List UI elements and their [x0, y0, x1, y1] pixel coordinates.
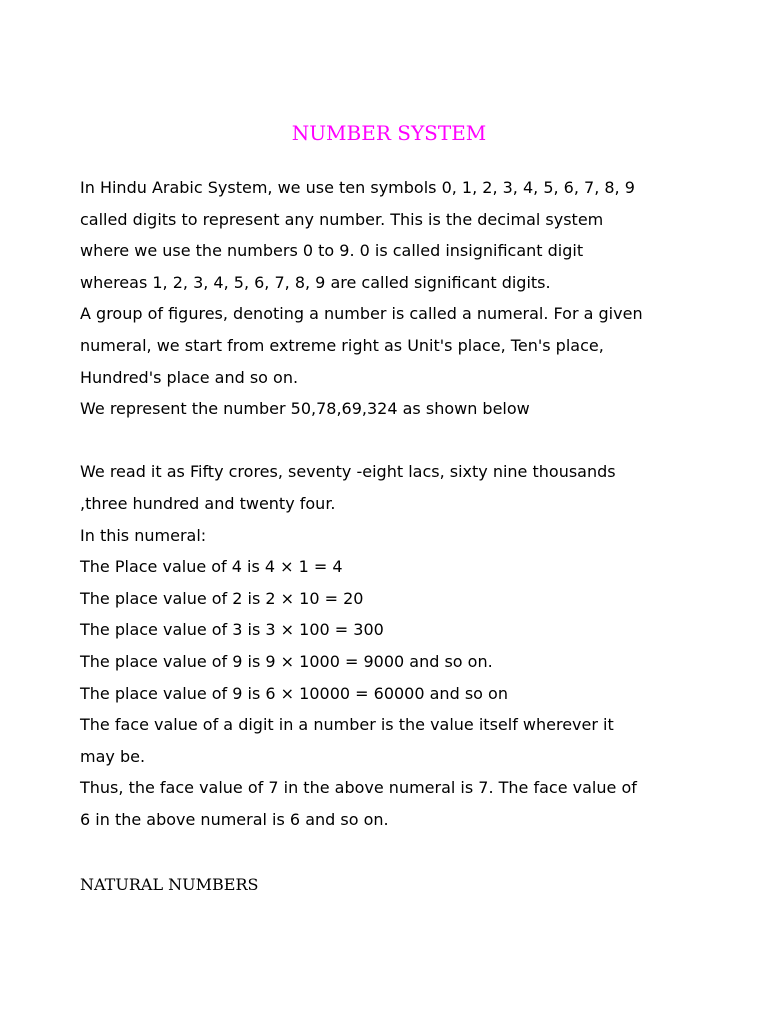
face-value-line: Thus, the face value of 7 in the above numeral is 7. The face value of: [80, 778, 637, 798]
paragraph-line: where we use the numbers 0 to 9. 0 is called insignificant digit: [80, 241, 584, 261]
face-value-line: may be.: [80, 746, 146, 766]
face-value-line: The face value of a digit in a number is the value itself wherever it: [80, 715, 614, 735]
paragraph-line: numeral, we start from extreme right as Unit's place, Ten's place,: [80, 335, 604, 355]
reading-line: In this numeral:: [80, 525, 207, 545]
paragraph-line: whereas 1, 2, 3, 4, 5, 6, 7, 8, 9 are called significant digits.: [80, 272, 551, 292]
blank-line: [80, 425, 740, 457]
face-value-line: 6 in the above numeral is 6 and so on.: [80, 809, 389, 829]
paragraph-line: We represent the number 50,78,69,324 as shown below: [80, 399, 530, 419]
place-value-line: The place value of 9 is 6 × 10000 = 60000 and so on: [80, 683, 508, 703]
reading-line: We read it as Fifty crores, seventy -eight lacs, sixty nine thousands: [80, 462, 616, 482]
paragraph-line: called digits to represent any number. This is the decimal system: [80, 209, 604, 229]
page-title: NUMBER SYSTEM: [291, 121, 487, 145]
paragraph-line: In Hindu Arabic System, we use ten symbols 0, 1, 2, 3, 4, 5, 6, 7, 8, 9: [80, 178, 635, 197]
reading-line: ,three hundred and twenty four.: [80, 493, 336, 513]
place-value-line: The place value of 2 is 2 × 10 = 20: [80, 588, 364, 608]
place-value-line: The place value of 3 is 3 × 100 = 300: [80, 620, 384, 640]
document-body: [80, 172, 740, 835]
paragraph-line: A group of figures, denoting a number is called a numeral. For a given: [80, 304, 643, 324]
place-value-line: The place value of 9 is 9 × 1000 = 9000 and so on.: [80, 651, 493, 671]
paragraph-line: Hundred's place and so on.: [80, 367, 299, 387]
section-heading-natural-numbers: NATURAL NUMBERS: [80, 875, 259, 894]
place-value-line: The Place value of 4 is 4 × 1 = 4: [80, 557, 343, 577]
